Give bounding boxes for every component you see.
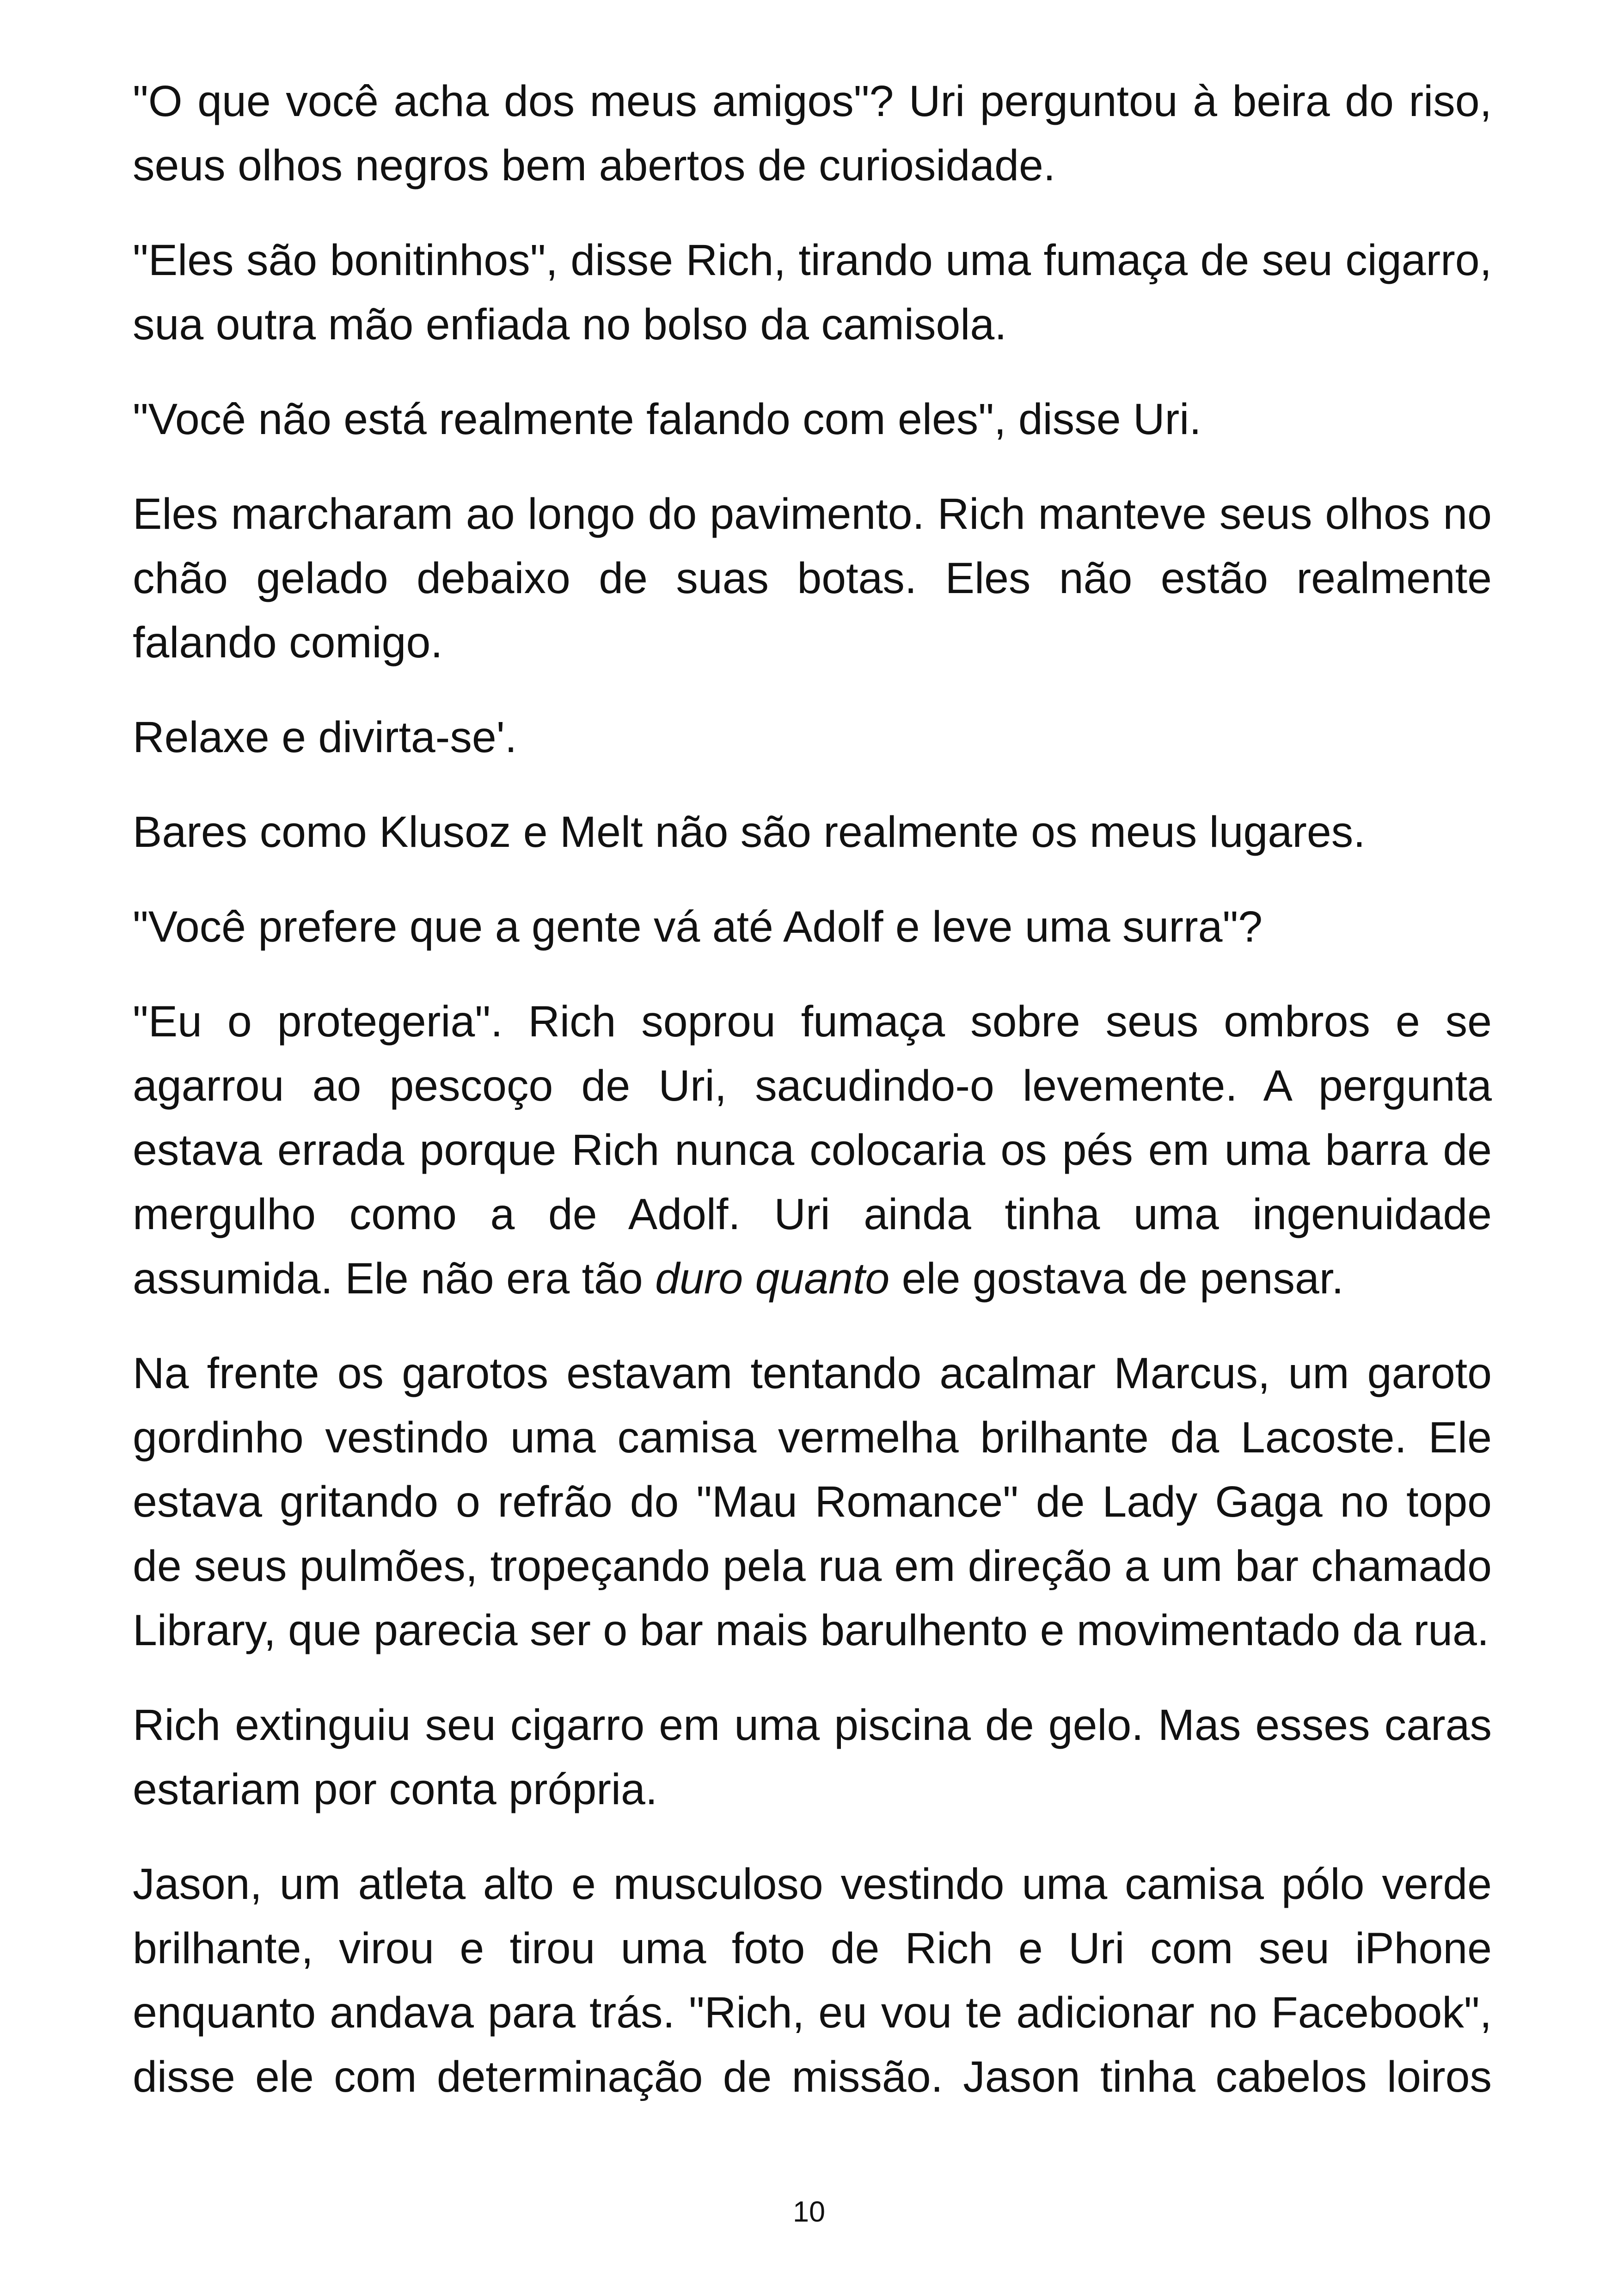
paragraph-text: ele gostava de pensar. (889, 1254, 1344, 1303)
paragraph: Rich extinguiu seu cigarro em uma piscina de gelo. Mas esses caras estariam por conta própria. (133, 1701, 1492, 1814)
paragraph: "O que você acha dos meus amigos"? Uri perguntou à beira do riso, seus olhos negros bem abertos de curiosidade. (133, 77, 1492, 190)
paragraph: Bares como Klusoz e Melt não são realmente os meus lugares. (133, 808, 1366, 857)
paragraph: Relaxe e divirta-se'. (133, 713, 517, 762)
document-body (133, 69, 1492, 2109)
paragraph: Na frente os garotos estavam tentando acalmar Marcus, um garoto gordinho vestindo uma camisa vermelha brilhante da Lacoste. Ele estava gritando o refrão do "Mau Romance" de Lady Gaga no topo de seus pulmões, tropeçando pela rua em direção a um bar chamado Library, que parecia ser o bar mais barulhento e movimentado da rua. (133, 1349, 1492, 1655)
paragraph: Jason, um atleta alto e musculoso vestindo uma camisa pólo verde brilhante, virou e tirou uma foto de Rich e Uri com seu iPhone enquanto andava para trás. "Rich, eu vou te adicionar no Facebook", disse ele com determinação de missão. Jason tinha cabelos loiros (133, 1860, 1492, 2101)
paragraph: Eles marcharam ao longo do pavimento. Rich manteve seus olhos no chão gelado debaixo de suas botas. Eles não estão realmente falando comigo. (133, 490, 1492, 667)
paragraph: "Você não está realmente falando com eles", disse Uri. (133, 395, 1201, 444)
page-number: 10 (792, 2196, 826, 2228)
paragraph (133, 990, 1492, 1311)
italic-phrase: duro quanto (655, 1254, 890, 1303)
paragraph: "Você prefere que a gente vá até Adolf e leve uma surra"? (133, 902, 1263, 951)
paragraph-text: "Eu o protegeria". Rich soprou fumaça sobre seus ombros e se agarrou ao pescoço de Uri, sacudindo-o levemente. A pergunta estava errada porque Rich nunca colocaria os pés em uma barra de mergulho como a de Adolf. Uri ainda tinha uma ingenuidade assumida. Ele não era tão (133, 997, 1492, 1303)
paragraph: "Eles são bonitinhos", disse Rich, tirando uma fumaça de seu cigarro, sua outra mão enfiada no bolso da camisola. (133, 236, 1492, 349)
